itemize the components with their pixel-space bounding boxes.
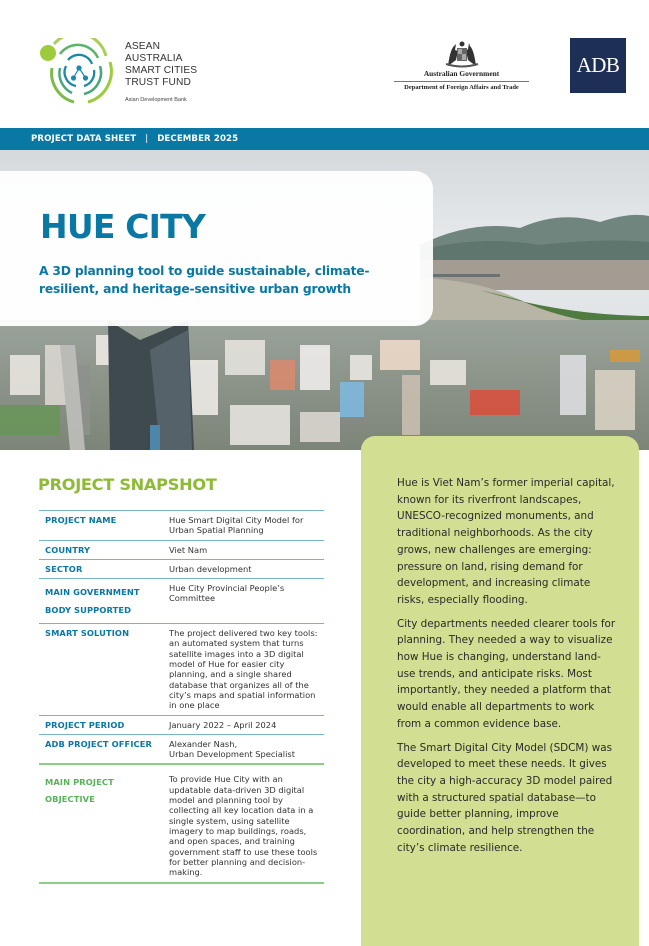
- row-value: Urban development: [163, 559, 324, 578]
- hero-title-card: [0, 171, 433, 326]
- row-value: Viet Nam: [163, 540, 324, 559]
- table-row: [39, 511, 324, 541]
- row-label: SMART SOLUTION: [39, 624, 163, 715]
- row-value: Hue City Provincial People’s Committee: [163, 579, 324, 624]
- table-row: [39, 559, 324, 578]
- row-value: Hue Smart Digital City Model for Urban Spatial Planning: [163, 511, 324, 541]
- context-text: [397, 475, 619, 863]
- row-label: COUNTRY: [39, 540, 163, 559]
- adb-logo: ADB: [570, 38, 626, 93]
- row-value: January 2022 – April 2024: [163, 715, 324, 734]
- dfat-label: Department of Foreign Affairs and Trade: [404, 84, 519, 91]
- document-type-banner: [0, 128, 649, 150]
- fund-sub-label: Asian Development Bank: [125, 97, 187, 103]
- table-row: [39, 579, 324, 624]
- fund-name-line: AUSTRALIA: [125, 53, 183, 64]
- document-date: DECEMBER 2025: [157, 134, 239, 144]
- row-value: [163, 734, 324, 764]
- document-type-label: PROJECT DATA SHEET: [31, 134, 137, 144]
- smart-cities-network-icon: [38, 38, 118, 108]
- project-snapshot-heading: PROJECT SNAPSHOT: [38, 475, 217, 494]
- fund-name-line: TRUST FUND: [125, 77, 191, 88]
- table-row: [39, 624, 324, 715]
- row-label: MAIN PROJECT OBJECTIVE: [39, 764, 163, 883]
- row-value: The project delivered two key tools: an automated system that turns satellite images into a 3D digital model of Hue for easier city planning, and a single shared database that organizes all of the city’s maps and spatial information in one place: [163, 624, 324, 715]
- commonwealth-crest-icon: [440, 38, 484, 68]
- table-row: [39, 540, 324, 559]
- officer-title: Urban Development Specialist: [169, 749, 295, 760]
- table-row: [39, 715, 324, 734]
- table-row: [39, 764, 324, 883]
- officer-name: Alexander Nash,: [169, 738, 238, 749]
- context-paragraph: City departments needed clearer tools for planning. They needed a way to visualize how Hue is changing, understand land-use trends, and anticipate risks. Most importantly, they needed a platform that would enable all departments to work from a common evidence base.: [397, 617, 616, 730]
- fund-name-line: ASEAN: [125, 41, 161, 52]
- australian-government-logo: [394, 38, 529, 98]
- table-bottom-rule: [39, 883, 324, 884]
- row-label: MAIN GOVERNMENT BODY SUPPORTED: [39, 579, 163, 624]
- row-label: SECTOR: [39, 559, 163, 578]
- asean-australia-smart-cities-logo: [38, 38, 238, 108]
- australian-government-label: Australian Government: [394, 69, 529, 82]
- context-paragraph: The Smart Digital City Model (SDCM) was developed to meet these needs. It gives the city a high-accuracy 3D model paired with a structured spatial database—to guide better planning, improve coordination, and help strengthen the city’s climate resilience.: [397, 741, 613, 854]
- fund-name-line: SMART CITIES: [125, 65, 198, 76]
- fund-name: [125, 41, 197, 89]
- project-snapshot-table: [39, 510, 324, 884]
- page-subtitle: A 3D planning tool to guide sustainable, climate-resilient, and heritage-sensitive urban growth: [39, 264, 370, 296]
- table-row: [39, 734, 324, 764]
- page-title: HUE CITY: [40, 207, 205, 246]
- context-paragraph: Hue is Viet Nam’s former imperial capital, known for its riverfront landscapes, UNESCO-recognized monuments, and traditional neighborhoods. As the city grows, new challenges are emerging: pressure on land, rising demand for development, and increasing climate risks, especially flooding.: [397, 477, 615, 606]
- row-label: PROJECT PERIOD: [39, 715, 163, 734]
- row-value: To provide Hue City with an updatable data-driven 3D digital model and planning tool by collecting all key location data in a single system, using satellite imagery to map buildings, roads, and open spaces, and training government staff to use these tools for better planning and decision-making.: [163, 764, 324, 883]
- row-label: ADB PROJECT OFFICER: [39, 734, 163, 764]
- row-label: PROJECT NAME: [39, 511, 163, 541]
- banner-separator: |: [145, 134, 149, 144]
